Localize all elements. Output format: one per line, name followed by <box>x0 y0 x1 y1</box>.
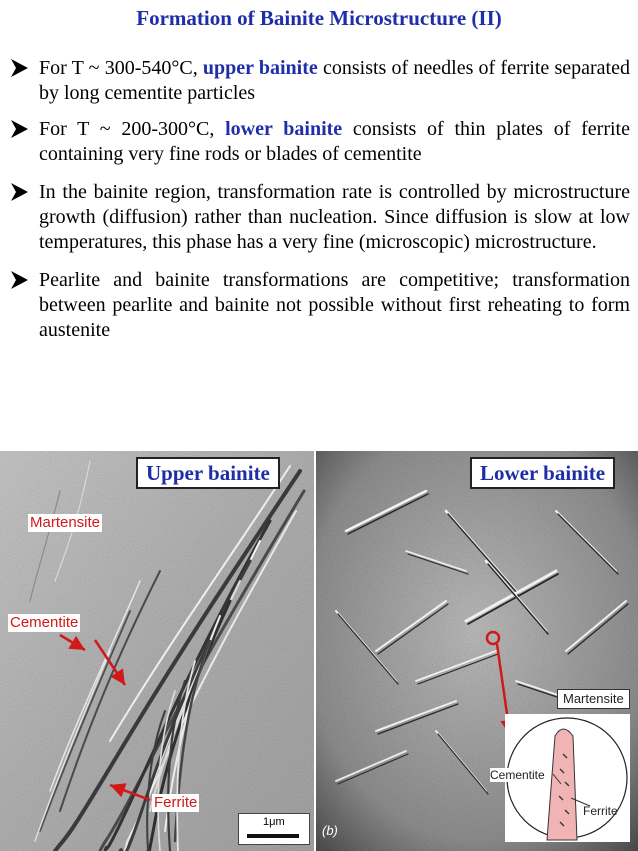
arrow-bullet-icon <box>8 269 30 291</box>
label-martensite: Martensite <box>30 514 101 531</box>
scale-bar-label: 1μm <box>263 816 285 828</box>
label-cementite: Cementite <box>10 614 79 631</box>
bullet-text: consists of needles of ferrite separated by long cementite particles <box>39 57 630 104</box>
slide-title: Formation of Bainite Microstructure (II) <box>136 6 502 30</box>
bullet-transformation-rate <box>8 180 630 255</box>
inset-label-martensite: Martensite <box>557 689 630 709</box>
inset-label-ferrite: Ferrite <box>583 804 618 818</box>
scale-bar-line <box>247 834 299 838</box>
bullet-text: For T ~ 300-540°C, <box>39 57 203 79</box>
bullet-competitive <box>8 268 630 343</box>
label-ferrite: Ferrite <box>154 794 198 811</box>
arrow-bullet-icon <box>8 181 30 203</box>
bullet-upper-bainite <box>8 56 630 106</box>
upper-bainite-tag: Upper bainite <box>136 457 280 489</box>
upper-bainite-micrograph <box>0 451 314 851</box>
highlight-lower-bainite: lower bainite <box>225 118 343 140</box>
bullet-text: consists of thin plates of ferrite containing very fine rods or blades of cementite <box>39 118 630 165</box>
arrow-bullet-icon <box>8 118 30 140</box>
bullet-text: For T ~ 200-300°C, <box>39 118 226 140</box>
inset-label-cementite: Cementite <box>490 768 545 782</box>
bullet-text: Pearlite and bainite transformations are competitive; transformation between pearlite and bainite not possible without first reheating to form austenite <box>39 269 630 341</box>
panel-letter: (b) <box>322 823 338 838</box>
bullet-text: In the bainite region, transformation rate is controlled by microstructure growth (diffusion) rather than nucleation. Since diffusion is slow at low temperatures, this phase has a very fine (microscopic) microstructure. <box>39 181 630 253</box>
scale-bar <box>238 813 310 845</box>
arrow-bullet-icon <box>8 57 30 79</box>
lower-bainite-tag: Lower bainite <box>470 457 615 489</box>
bullet-lower-bainite <box>8 117 630 167</box>
bullet-list <box>8 56 630 343</box>
highlight-upper-bainite: upper bainite <box>202 57 318 79</box>
